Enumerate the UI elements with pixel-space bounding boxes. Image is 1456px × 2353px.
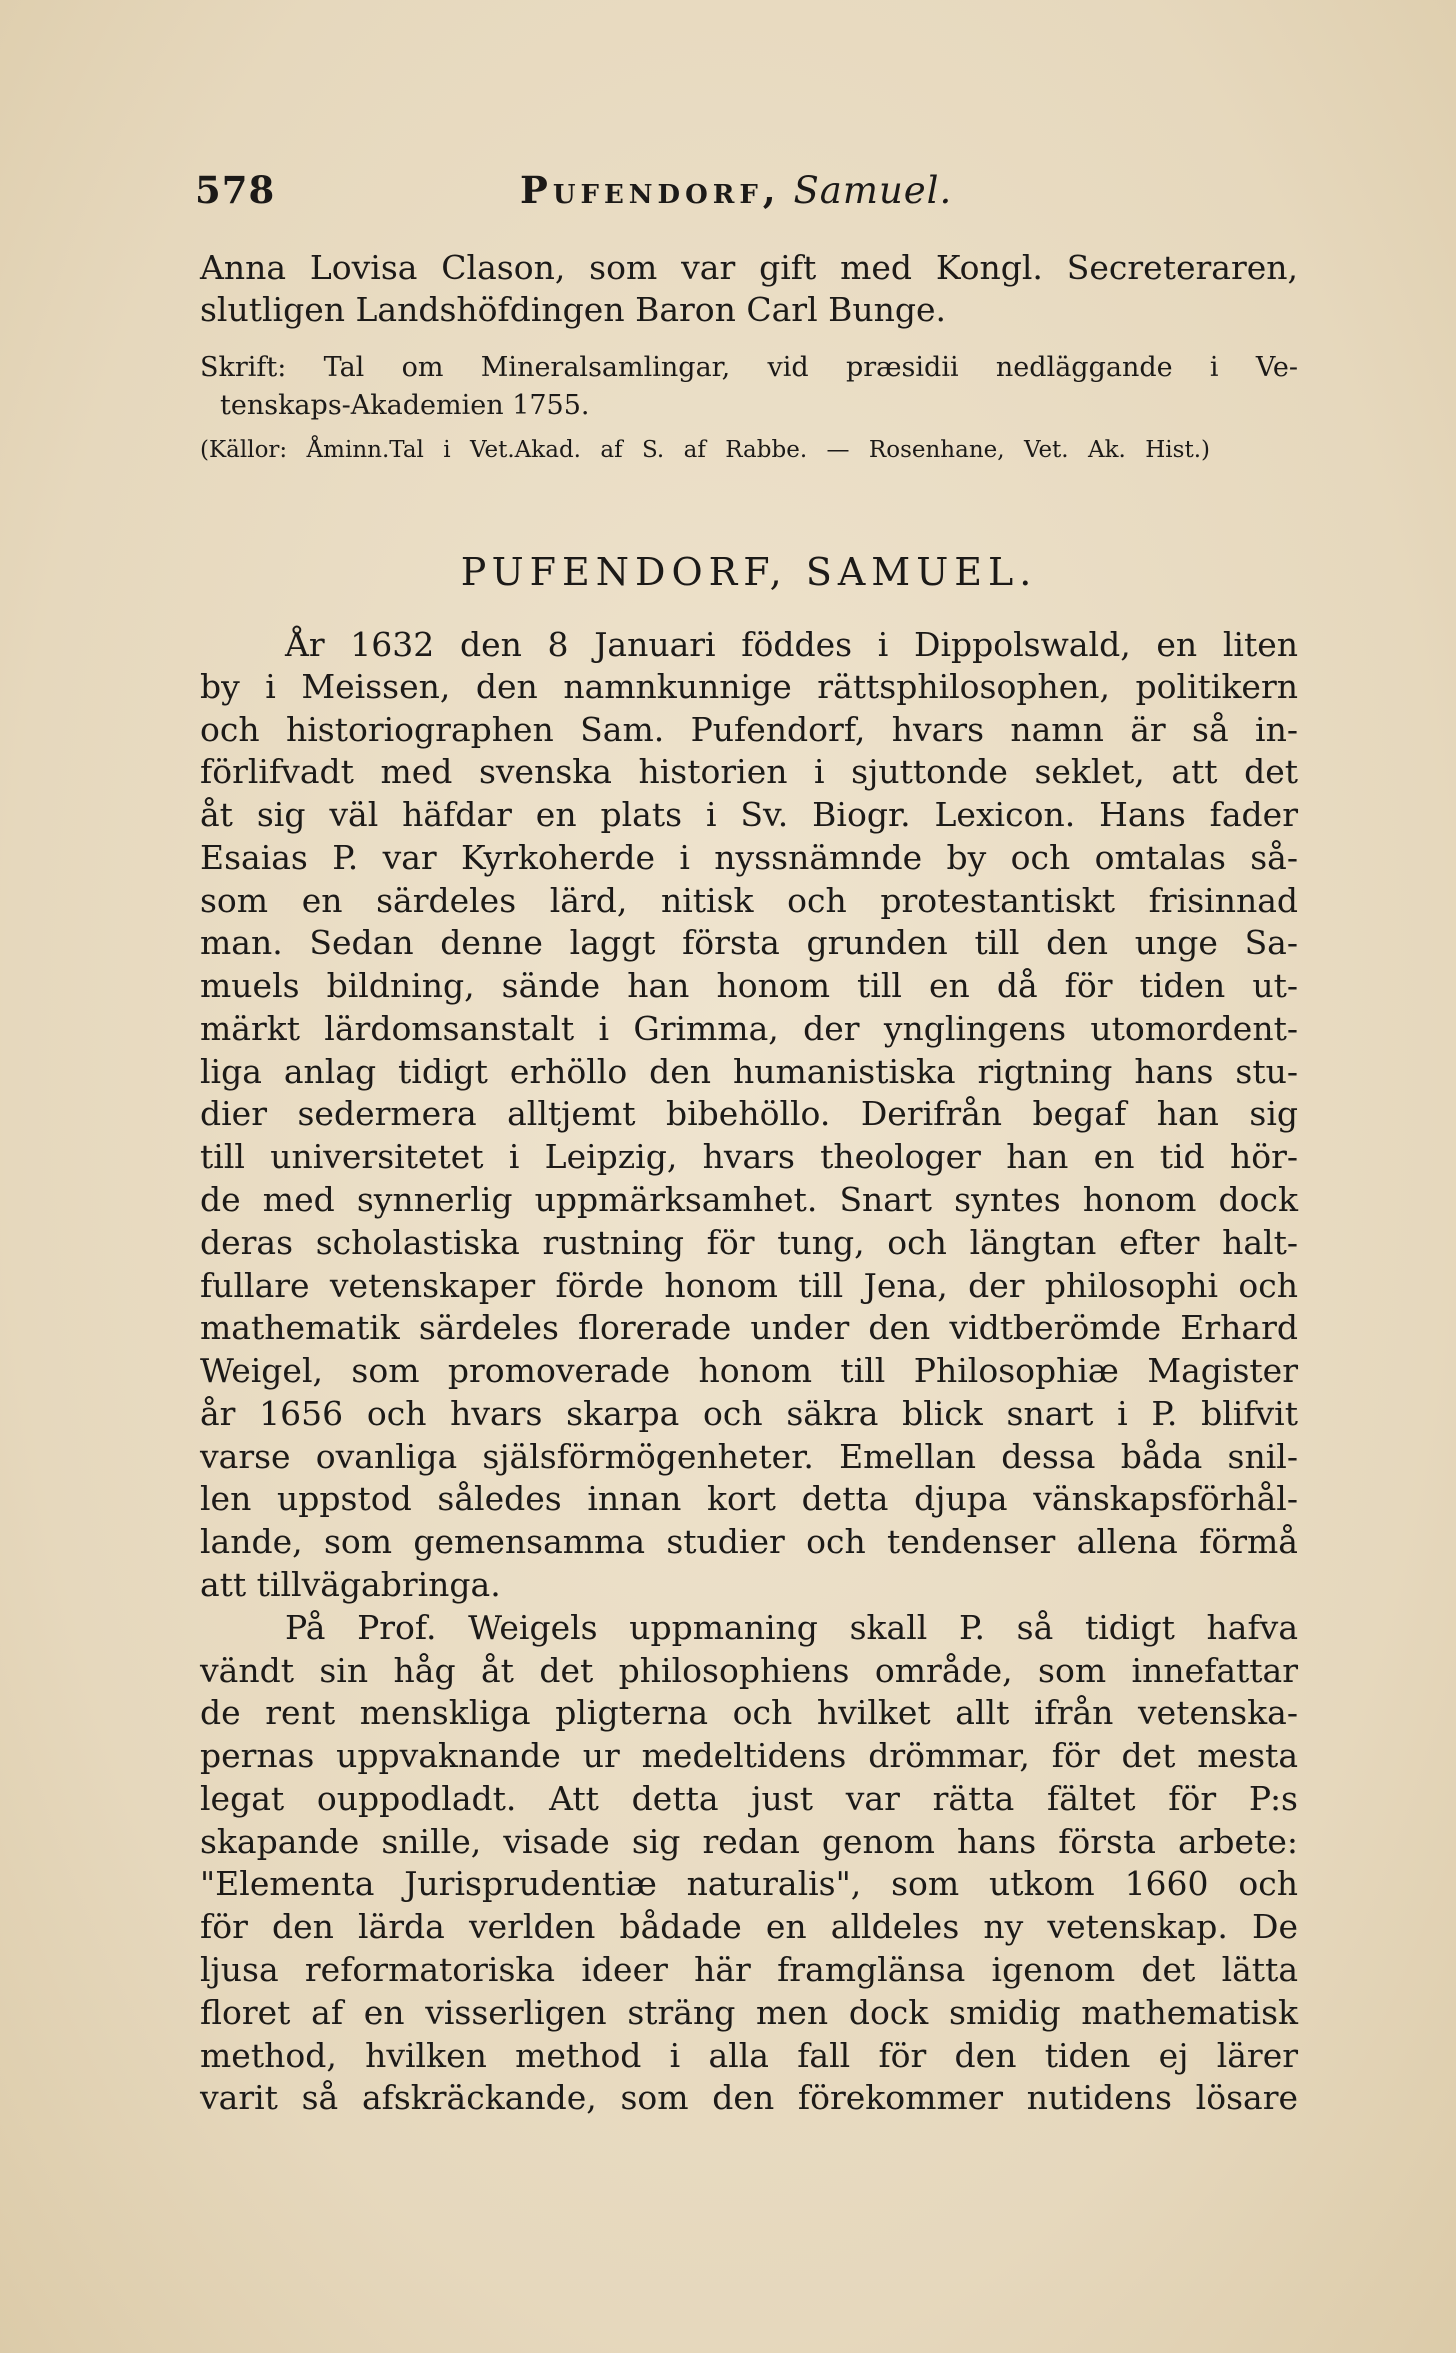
text-line: pernas uppvaknande ur medeltidens drömmar, för det mesta bbox=[200, 1736, 1298, 1775]
text-line: varit så afskräckande, som den förekommer nutidens lösare bbox=[200, 2078, 1298, 2117]
running-title bbox=[520, 168, 952, 212]
text-line: ljusa reformatoriska ideer här framglänsa igenom det lätta bbox=[200, 1950, 1298, 1989]
text-line: vändt sin håg åt det philosophiens område, som innefattar bbox=[200, 1651, 1298, 1690]
text-line: lande, som gemensamma studier och tendenser allena förmå bbox=[200, 1522, 1298, 1561]
text-line: åt sig väl häfdar en plats i Sv. Biogr. Lexicon. Hans fader bbox=[200, 795, 1298, 834]
text-line: liga anlag tidigt erhöllo den humanistiska rigtning hans stu- bbox=[200, 1052, 1298, 1091]
text-line: legat ouppodladt. Att detta just var rätta fältet för P:s bbox=[200, 1779, 1298, 1818]
text-line: de rent menskliga pligterna och hvilket allt ifrån vetenska- bbox=[200, 1693, 1298, 1732]
text-line: slutligen Landshöfdingen Baron Carl Bunge. bbox=[200, 290, 947, 329]
text-line: år 1656 och hvars skarpa och säkra blick snart i P. blifvit bbox=[200, 1394, 1298, 1433]
text-line: tenskaps-Akademien 1755. bbox=[220, 390, 590, 421]
running-header bbox=[195, 168, 1315, 218]
text-line: och historiographen Sam. Pufendorf, hvars namn är så in- bbox=[200, 710, 1298, 749]
text-line: varse ovanliga själsförmögenheter. Emellan dessa båda snil- bbox=[200, 1437, 1298, 1476]
text-line: märkt lärdomsanstalt i Grimma, der ynglingens utomordent- bbox=[200, 1009, 1298, 1048]
text-line: fullare vetenskaper förde honom till Jena, der philosophi och bbox=[200, 1266, 1298, 1305]
running-given-name: Samuel. bbox=[793, 169, 953, 212]
text-line: dier sedermera alltjemt bibehöllo. Derifrån begaf han sig bbox=[200, 1094, 1298, 1133]
text-line: På Prof. Weigels uppmaning skall P. så tidigt hafva bbox=[285, 1608, 1298, 1647]
text-line: Anna Lovisa Clason, som var gift med Kongl. Secreteraren, bbox=[200, 248, 1298, 287]
page-number: 578 bbox=[195, 168, 276, 212]
text-line: Skrift: Tal om Mineralsamlingar, vid præsidii nedläggande i Ve- bbox=[200, 352, 1298, 383]
text-line: förlifvadt med svenska historien i sjuttonde seklet, att det bbox=[200, 752, 1298, 791]
text-line: len uppstod således innan kort detta djupa vänskapsförhål- bbox=[200, 1479, 1298, 1518]
text-line: by i Meissen, den namnkunnige rättsphilosophen, politikern bbox=[200, 667, 1298, 706]
text-line: de med synnerlig uppmärksamhet. Snart syntes honom dock bbox=[200, 1180, 1298, 1219]
text-line: "Elementa Jurisprudentiæ naturalis", som utkom 1660 och bbox=[200, 1864, 1298, 1903]
text-line: till universitetet i Leipzig, hvars theologer han en tid hör- bbox=[200, 1137, 1298, 1176]
text-line: man. Sedan denne laggt första grunden till den unge Sa- bbox=[200, 923, 1298, 962]
text-line: År 1632 den 8 Januari föddes i Dippolswald, en liten bbox=[285, 625, 1298, 664]
text-line: skapande snille, visade sig redan genom hans första arbete: bbox=[200, 1822, 1298, 1861]
text-line: att tillvägabringa. bbox=[200, 1565, 501, 1604]
text-line: mathematik särdeles florerade under den vidtberömde Erhard bbox=[200, 1308, 1298, 1347]
text-line: för den lärda verlden bådade en alldeles ny vetenskap. De bbox=[200, 1907, 1298, 1946]
text-line: som en särdeles lärd, nitisk och protestantiskt frisinnad bbox=[200, 881, 1298, 920]
entry-title: PUFENDORF, SAMUEL. bbox=[460, 550, 1038, 594]
text-line: floret af en visserligen sträng men dock smidig mathematisk bbox=[200, 1993, 1298, 2032]
sources-line: (Källor: Åminn.Tal i Vet.Akad. af S. af Rabbe. — Rosenhane, Vet. Ak. Hist.) bbox=[200, 437, 1210, 463]
text-line: muels bildning, sände han honom till en då för tiden ut- bbox=[200, 966, 1298, 1005]
text-line: Esaias P. var Kyrkoherde i nyssnämnde by och omtalas så- bbox=[200, 838, 1298, 877]
text-line: deras scholastiska rustning för tung, och längtan efter halt- bbox=[200, 1223, 1298, 1262]
text-line: Weigel, som promoverade honom till Philosophiæ Magister bbox=[200, 1351, 1298, 1390]
running-surname: Pufendorf, bbox=[520, 168, 781, 212]
text-line: method, hvilken method i alla fall för den tiden ej lärer bbox=[200, 2036, 1298, 2075]
